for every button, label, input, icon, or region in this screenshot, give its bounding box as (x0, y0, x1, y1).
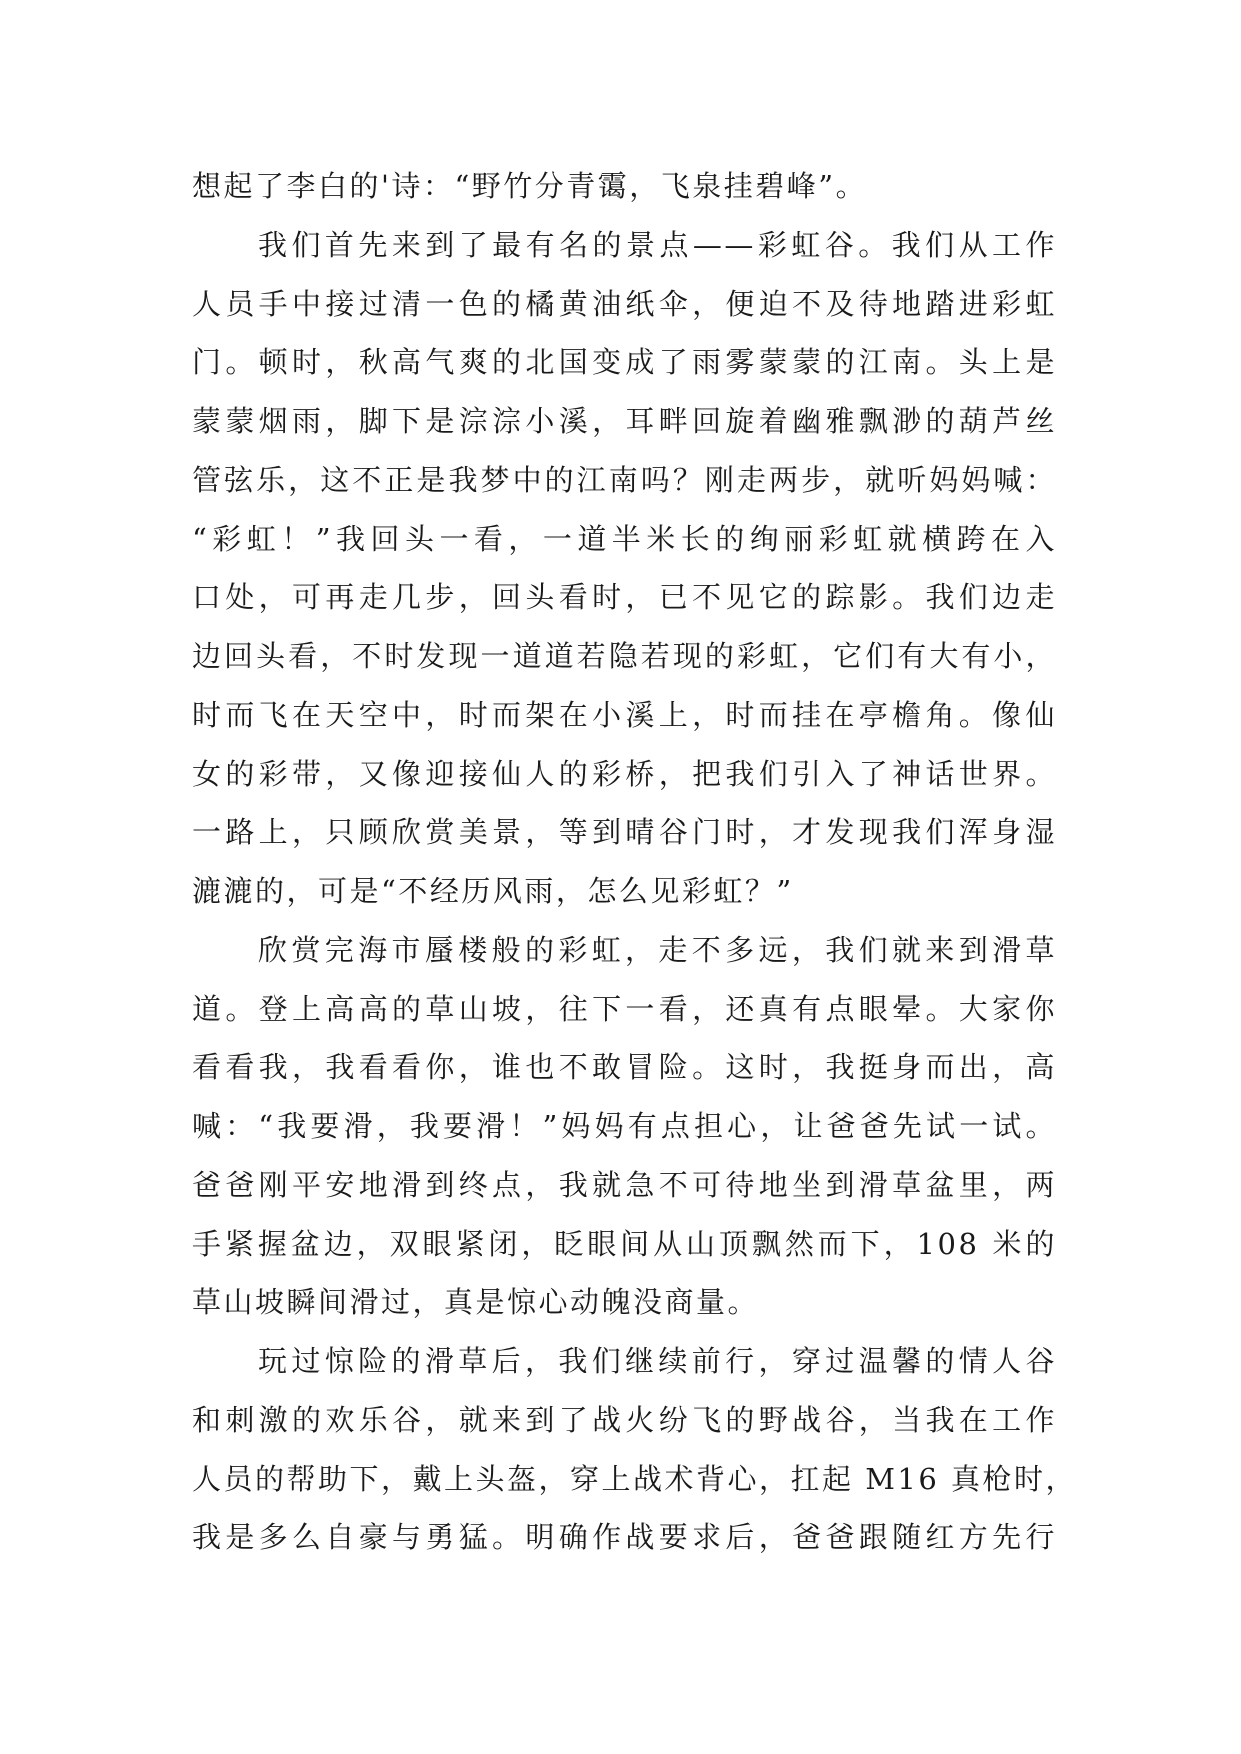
text-line: 看看我，我看看你，谁也不敢冒险。这时，我挺身而出，高 (192, 1050, 1057, 1085)
text-line: 人员的帮助下，戴上头盔，穿上战术背心，扛起 M16 真枪时， (192, 1461, 1078, 1496)
text-line: 女的彩带，又像迎接仙人的彩桥，把我们引入了神话世界。 (192, 756, 1057, 791)
text-line: 漉漉的，可是“不经历风雨，怎么见彩虹？” (192, 874, 794, 908)
text-line: 草山坡瞬间滑过，真是惊心动魄没商量。 (192, 1285, 760, 1320)
text-line: 喊：“我要滑，我要滑！”妈妈有点担心，让爸爸先试一试。 (192, 1109, 1057, 1143)
text-line: “彩虹！”我回头一看，一道半米长的绚丽彩虹就横跨在入 (192, 521, 1057, 556)
text-line: 我是多么自豪与勇猛。明确作战要求后，爸爸跟随红方先行 (192, 1520, 1057, 1555)
text-line: 管弦乐，这不正是我梦中的江南吗？刚走两步，就听妈妈喊： (192, 462, 1057, 497)
text-line: 门。顿时，秋高气爽的北国变成了雨雾蒙蒙的江南。头上是 (192, 345, 1057, 380)
text-line: 玩过惊险的滑草后，我们继续前行，穿过温馨的情人谷 (258, 1344, 1057, 1378)
text-line: 手紧握盆边，双眼紧闭，眨眼间从山顶飘然而下，108 米的 (192, 1226, 1057, 1261)
text-line: 蒙蒙烟雨，脚下是淙淙小溪，耳畔回旋着幽雅飘渺的葫芦丝 (192, 404, 1057, 438)
text-line: 欣赏完海市蜃楼般的彩虹，走不多远，我们就来到滑草 (258, 932, 1057, 967)
text-line: 爸爸刚平安地滑到终点，我就急不可待地坐到滑草盆里，两 (192, 1167, 1057, 1202)
text-line: 人员手中接过清一色的橘黄油纸伞，便迫不及待地踏进彩虹 (192, 286, 1057, 321)
text-line: 口处，可再走几步，回头看时，已不见它的踪影。我们边走 (192, 580, 1057, 615)
text-line: 边回头看，不时发现一道道若隐若现的彩虹，它们有大有小， (192, 639, 1057, 673)
text-line: 道。登上高高的草山坡，往下一看，还真有点眼晕。大家你 (192, 991, 1057, 1026)
text-line: 我们首先来到了最有名的景点——彩虹谷。我们从工作 (258, 227, 1057, 262)
body-text (192, 157, 1078, 1567)
text-line: 想起了李白的'诗：“野竹分青霭，飞泉挂碧峰”。 (192, 169, 868, 203)
text-line: 时而飞在天空中，时而架在小溪上，时而挂在亭檐角。像仙 (192, 697, 1057, 732)
text-line: 一路上，只顾欣赏美景，等到晴谷门时，才发现我们浑身湿 (192, 815, 1057, 850)
text-line: 和刺激的欢乐谷，就来到了战火纷飞的野战谷，当我在工作 (192, 1402, 1057, 1437)
